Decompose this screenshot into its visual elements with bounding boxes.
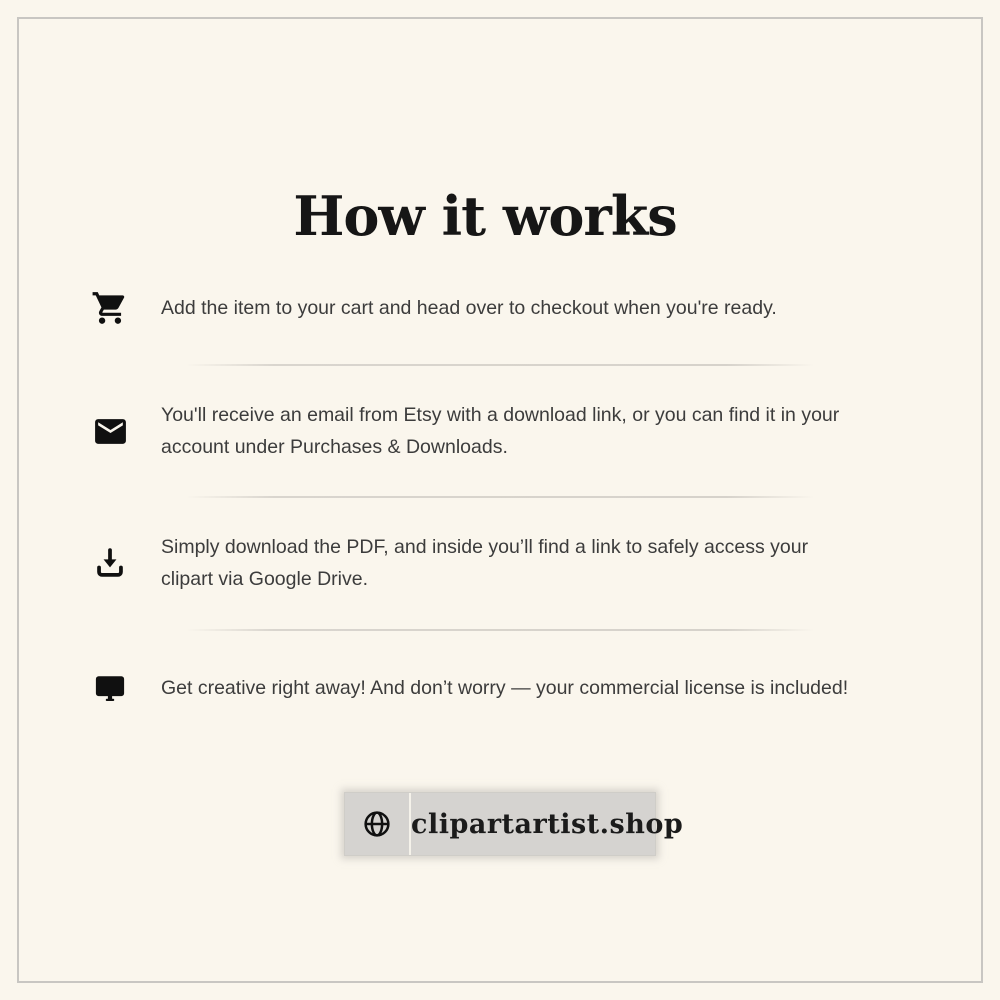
divider [186,629,814,631]
step-text-line: Get creative right away! And don’t worry — your commercial license is included! [161,677,849,699]
step-text-line: Simply download the PDF, and inside you’ll find a link to safely access your [161,536,809,558]
monitor-icon [88,670,132,706]
step-text [161,672,848,704]
step-text [161,399,839,463]
step-text-line: Add the item to your cart and head over to checkout when you're ready. [161,297,777,319]
globe-icon [345,793,411,855]
step-text-line: clipart via Google Drive. [161,568,368,590]
page-title: How it works [293,184,677,249]
step-text [161,531,808,595]
email-icon [88,413,132,450]
step-download-pdf [88,531,808,595]
divider [186,364,814,366]
website-url: clipartartist.shop [411,808,684,840]
website-badge[interactable] [345,793,684,855]
step-text-line: account under Purchases & Downloads. [161,436,508,458]
download-icon [88,545,132,581]
step-text [161,292,777,324]
step-text-line: You'll receive an email from Etsy with a download link, or you can find it in your [161,404,840,426]
cart-icon [88,289,132,327]
divider [186,496,814,498]
step-get-creative [88,668,848,708]
step-add-to-cart [88,288,777,328]
step-email-link [88,399,839,463]
